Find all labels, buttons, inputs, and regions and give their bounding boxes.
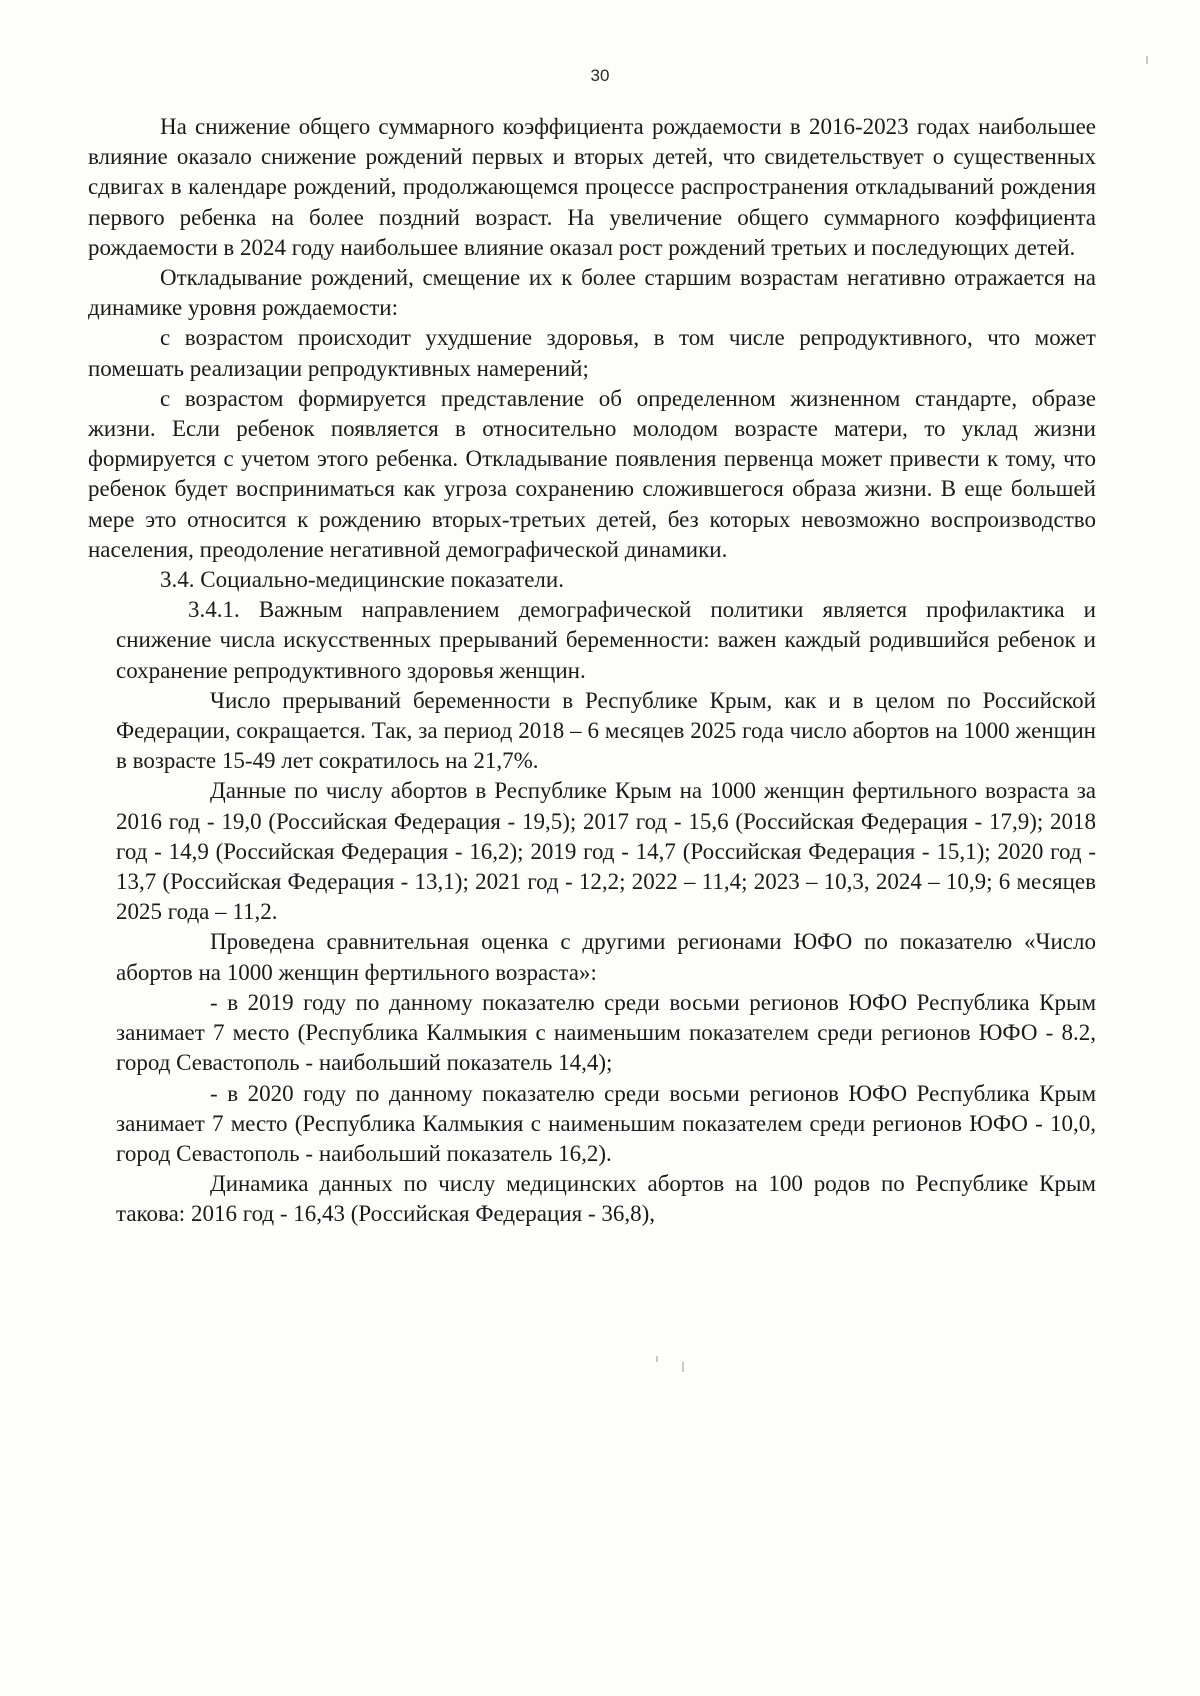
section-heading-3-4-1: 3.4.1. Важным направлением демографической политики является профилактика и снижение числа искусственных прерываний беременности: важен каждый родившийся ребенок и сохранение репродуктивного здоровья женщин. <box>116 597 1096 683</box>
paragraph-living-standard: с возрастом формируется представление об определенном жизненном стандарте, образе жизни. Если ребенок появляется в относительно молодом возрасте матери, то уклад жизни формируется с учетом этого ребенка. Откладывание появления первенца может привести к тому, что ребенок будет восприниматься как угроза сохранению сложившегося образа жизни. В еще большей мере это относится к рождению вторых-третьих детей, без которых невозможно воспроизводство населения, преодоление негативной демографической динамики. <box>88 385 1096 562</box>
paragraph-abortion-decline: Число прерываний беременности в Республике Крым, как и в целом по Российской Федерации, сокращается. Так, за период 2018 – 6 месяцев 2025 года число абортов на 1000 женщин в возрасте 15-49 лет сократилось на 21,7%. <box>116 687 1096 774</box>
page-number: 30 <box>590 66 610 85</box>
scan-artifact <box>656 1356 658 1362</box>
section-heading-3-4: 3.4. Социально-медицинские показатели. <box>160 567 564 593</box>
paragraph-abortion-data: Данные по числу абортов в Республике Крым на 1000 женщин фертильного возраста за 2016 год - 19,0 (Российская Федерация - 19,5); 2017 год - 15,6 (Российская Федерация - 17,9); 2018 год - 14,9 (Российская Федерация - 16,2); 2019 год - 14,7 (Российская Федерация - 15,1); 2020 год - 13,7 (Российская Федерация - 13,1); 2021 год - 12,2; 2022 – 11,4; 2023 – 10,3, 2024 – 10,9; 6 месяцев 2025 года – 11,2. <box>116 778 1096 925</box>
scan-artifact <box>1146 56 1148 64</box>
paragraph-regional-comparison: Проведена сравнительная оценка с другими регионами ЮФО по показателю «Число абортов на 1000 женщин фертильного возраста»: <box>116 929 1096 985</box>
page-body <box>88 112 1096 1230</box>
paragraph-postponement-intro: Откладывание рождений, смещение их к более старшим возрастам негативно отражается на динамике уровня рождаемости: <box>88 265 1096 321</box>
scan-artifact <box>682 1362 684 1372</box>
paragraph-birth-rate-decline: На снижение общего суммарного коэффициента рождаемости в 2016-2023 годах наибольшее влияние оказало снижение рождений первых и вторых детей, что свидетельствует о существенных сдвигах в календаре рождений, продолжающемся процессе распространения откладываний рождения первого ребенка на более поздний возраст. На увеличение общего суммарного коэффициента рождаемости в 2024 году наибольшее влияние оказал рост рождений третьих и последующих детей. <box>88 114 1096 260</box>
list-item-2019: - в 2019 году по данному показателю среди восьми регионов ЮФО Республика Крым занимает 7 место (Республика Калмыкия с наименьшим показателем среди регионов ЮФО - 8.2, город Севастополь - наибольший показатель 14,4); <box>116 989 1096 1076</box>
paragraph-health-deterioration: с возрастом происходит ухудшение здоровья, в том числе репродуктивного, что может помешать реализации репродуктивных намерений; <box>88 325 1096 381</box>
list-item-2020: - в 2020 году по данному показателю среди восьми регионов ЮФО Республика Крым занимает 7 место (Республика Калмыкия с наименьшим показателем среди регионов ЮФО - 10,0, город Севастополь - наибольший показатель 16,2). <box>116 1080 1096 1166</box>
paragraph-abortions-per-births: Динамика данных по числу медицинских абортов на 100 родов по Республике Крым такова: 2016 год - 16,43 (Российская Федерация - 36,8), <box>116 1171 1096 1227</box>
